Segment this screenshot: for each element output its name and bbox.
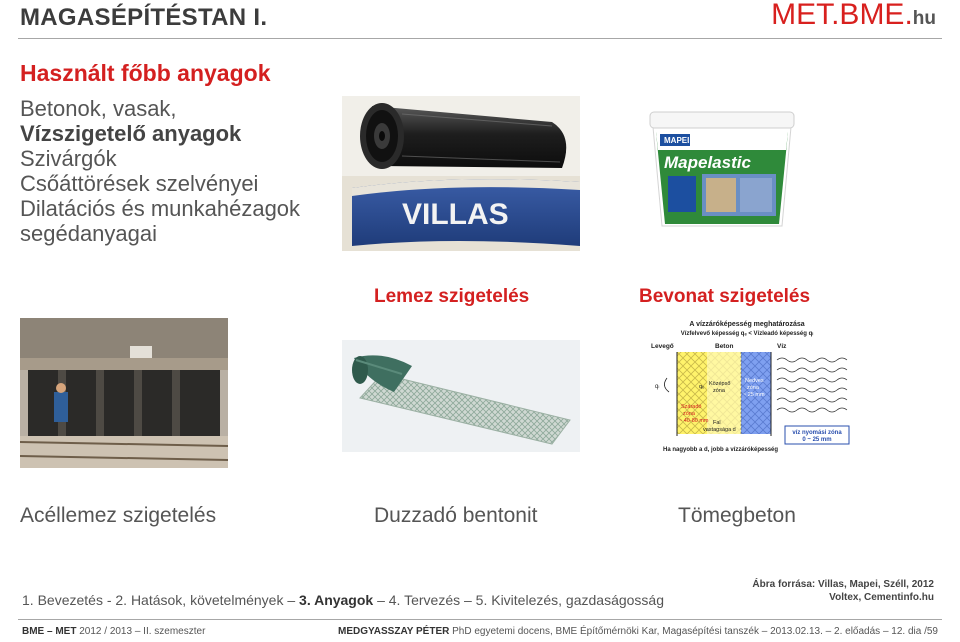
source-line1: Ábra forrása: Villas, Mapei, Széll, 2012 — [752, 579, 934, 590]
diagram-zone-wet-3: ~ 25 mm — [743, 392, 765, 398]
met-bme-logo — [771, 0, 936, 34]
source-line2: Voltex, Cementinfo.hu — [829, 592, 934, 603]
footer-right-rest: PhD egyetemi docens, BME Építőmérnöki Kar, Magasépítési tanszék – 2013.02.13. – 2. előadás – 12. dia /59 — [449, 626, 938, 637]
bentonite-roll-image — [342, 340, 580, 452]
watertightness-diagram — [643, 318, 851, 454]
caption-bentonite: Duzzadó bentonit — [374, 504, 538, 527]
footer-right-bold: MEDGYASSZAY PÉTER — [338, 626, 450, 637]
section-title: Használt főbb anyagok — [20, 60, 271, 86]
villas-membrane-roll-image — [342, 96, 580, 251]
diagram-q-left: qₗ — [655, 384, 660, 390]
footer-right — [338, 626, 938, 637]
mapelastic-label-text: Mapelastic — [664, 153, 751, 172]
logo-main-text: MET.BME. — [771, 0, 913, 31]
diagram-col-air: Levegő — [651, 343, 674, 350]
header-divider — [18, 38, 942, 39]
material-item: Dilatációs és munkahézagok — [20, 196, 301, 221]
diagram-col-water: Víz — [777, 343, 787, 350]
caption-mass-concrete: Tömegbeton — [678, 504, 796, 527]
footer-left-bold: BME – MET — [22, 626, 77, 637]
breadcrumb-current: 3. Anyagok — [299, 592, 374, 608]
footer-left — [22, 626, 205, 637]
diagram-footer: Ha nagyobb a d, jobb a vízzáróképesség — [663, 447, 779, 453]
diagram-zone-middle-2: zóna — [713, 388, 725, 394]
breadcrumb-part1: 1. Bevezetés - 2. Hatások, követelmények – — [22, 592, 300, 608]
diagram-pressure-1: víz nyomási zóna — [792, 430, 842, 436]
diagram-col-concrete: Beton — [715, 343, 734, 350]
diagram-zone-wet-2: zóna — [747, 385, 759, 391]
slide-course-title: MAGASÉPÍTÉSTAN I. — [20, 4, 268, 31]
lecture-breadcrumb — [22, 592, 664, 608]
caption-steel: Acéllemez szigetelés — [20, 504, 217, 527]
diagram-subtitle: Vízfelvevő képesség qₑ < Vízleadó képesség qₗ — [680, 331, 814, 337]
diagram-title: A vízzáróképesség meghatározása — [689, 321, 805, 328]
caption-coating: Bevonat szigetelés — [639, 286, 811, 307]
diagram-zone-dry-2: zóna — [683, 411, 695, 417]
mapelastic-bucket-image — [646, 106, 798, 234]
diagram-zone-middle-1: Középső — [709, 381, 731, 387]
breadcrumb-part2: – 4. Tervezés – 5. Kivitelezés, gazdaságosság — [373, 592, 665, 608]
material-item: Betonok, vasak, — [20, 96, 177, 121]
material-item: Csőáttörések szelvényei — [20, 171, 259, 196]
diagram-q-e: qₑ — [699, 384, 705, 390]
diagram-wall-1: Fal — [713, 420, 721, 426]
materials-list — [20, 96, 300, 246]
caption-membrane: Lemez szigetelés — [374, 286, 530, 307]
logo-suffix-text: hu — [912, 8, 936, 29]
material-item: Vízszigetelő anyagok — [20, 121, 242, 146]
diagram-zone-dry-3: ~ 40-80 mm — [679, 418, 709, 424]
diagram-pressure-2: 0 ~ 25 mm — [802, 437, 832, 443]
diagram-wall-2: vastagsága d — [703, 427, 736, 433]
footer-left-rest: 2012 / 2013 – II. szemeszter — [76, 626, 206, 637]
steel-sheet-construction-image — [20, 318, 228, 468]
mapei-brand-text: MAPEI — [664, 136, 690, 145]
material-item: segédanyagai — [20, 221, 158, 246]
material-item: Szivárgók — [20, 146, 117, 171]
villas-brand-text: VILLAS — [402, 198, 509, 231]
diagram-zone-wet-1: Nedves — [745, 378, 764, 384]
footer-divider — [18, 619, 942, 620]
diagram-zone-dry-1: Száradó — [681, 404, 702, 410]
image-source-credit — [752, 578, 934, 604]
